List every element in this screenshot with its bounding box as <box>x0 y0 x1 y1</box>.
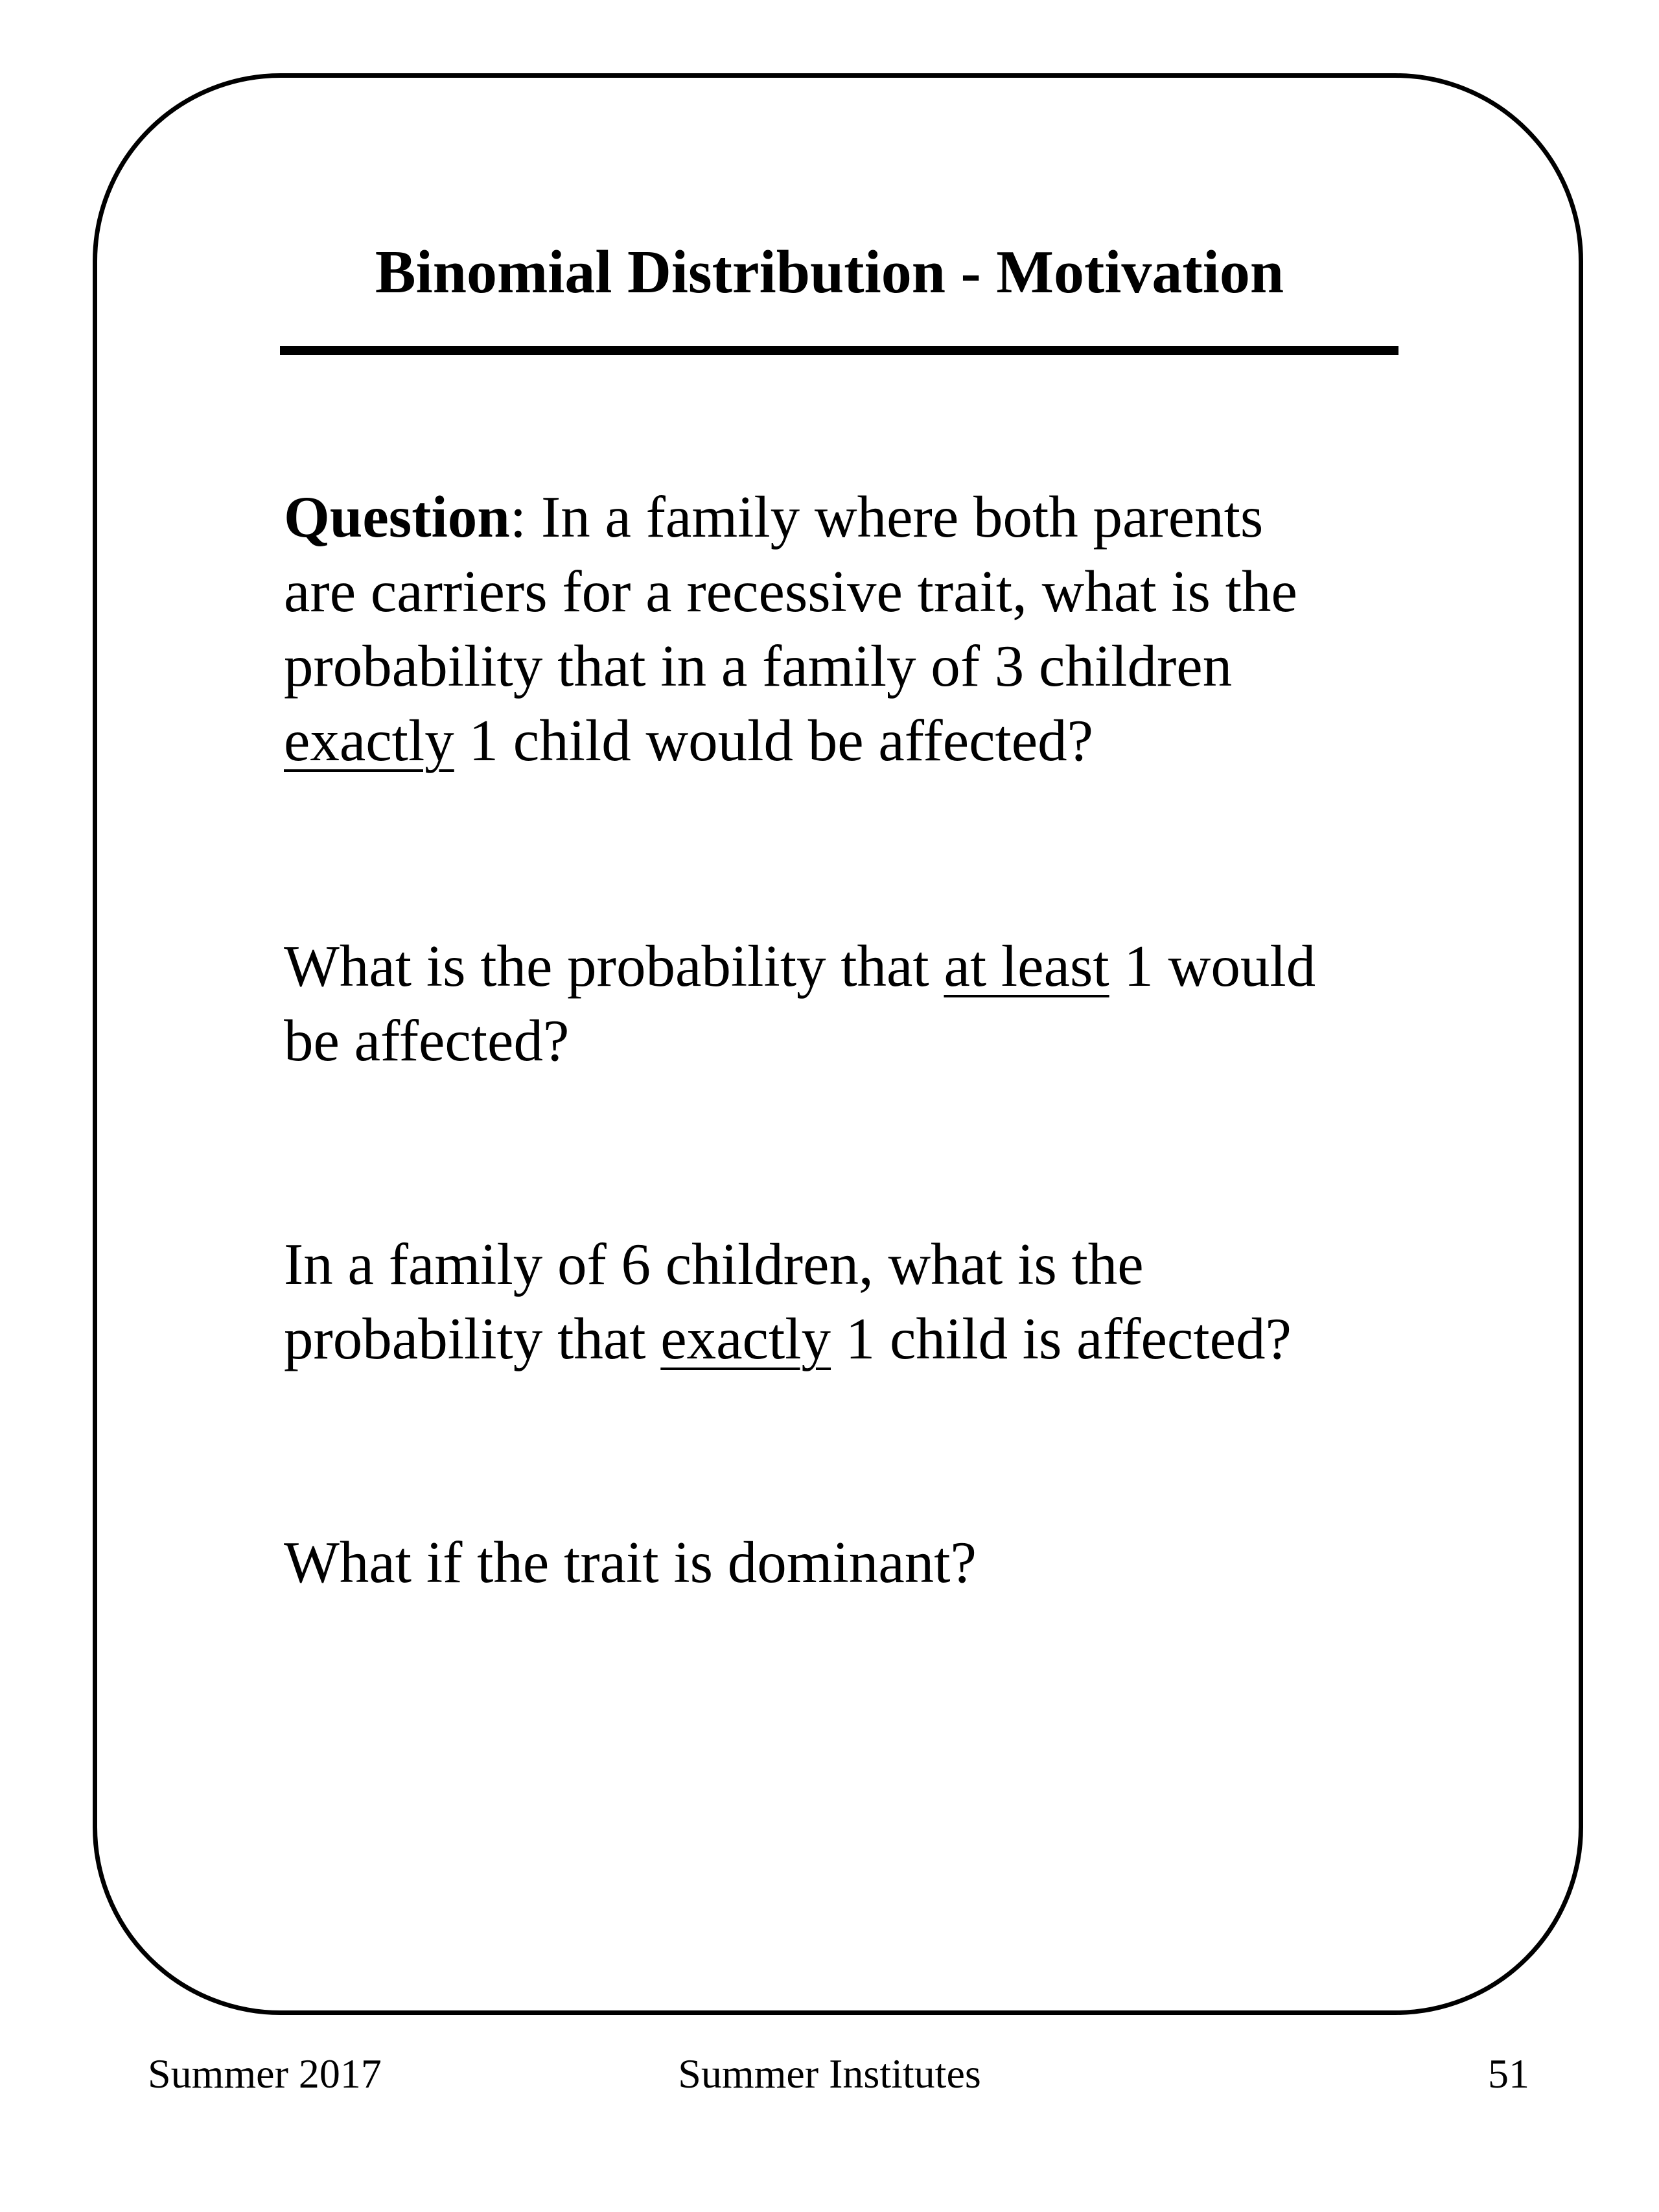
question-3-line-1: In a family of 6 children, what is the <box>284 1231 1144 1297</box>
question-1-line-2: are carriers for a recessive trait, what is the <box>284 559 1297 624</box>
question-1-line-4: 1 child would be affected? <box>454 708 1094 773</box>
footer-date: Summer 2017 <box>148 2051 382 2097</box>
question-3-line-2-end: 1 child is affected? <box>831 1306 1292 1371</box>
question-label: Question <box>284 484 510 550</box>
question-1-line-3: probability that in a family of 3 children <box>284 633 1233 699</box>
question-1 <box>284 480 1398 778</box>
question-2 <box>284 929 1398 1078</box>
footer-title: Summer Institutes <box>678 2051 981 2097</box>
question-4 <box>284 1525 1398 1600</box>
question-3-line-2-start: probability that <box>284 1306 661 1371</box>
question-3 <box>284 1227 1398 1376</box>
question-2-line-1-start: What is the probability that <box>284 933 944 999</box>
question-1-line-1: : In a family where both parents <box>509 484 1264 550</box>
emphasis-exactly: exactly <box>660 1306 831 1371</box>
question-2-line-1-end: 1 would <box>1109 933 1316 999</box>
emphasis-exactly: exactly <box>284 708 454 773</box>
question-2-line-2: be affected? <box>284 1008 570 1073</box>
slide-title: Binomial Distribution - Motivation <box>375 239 1284 306</box>
emphasis-at-least: at least <box>944 933 1109 999</box>
title-divider <box>280 346 1398 355</box>
question-4-line-1: What if the trait is dominant? <box>284 1530 977 1595</box>
footer-page-number: 51 <box>1488 2051 1529 2097</box>
